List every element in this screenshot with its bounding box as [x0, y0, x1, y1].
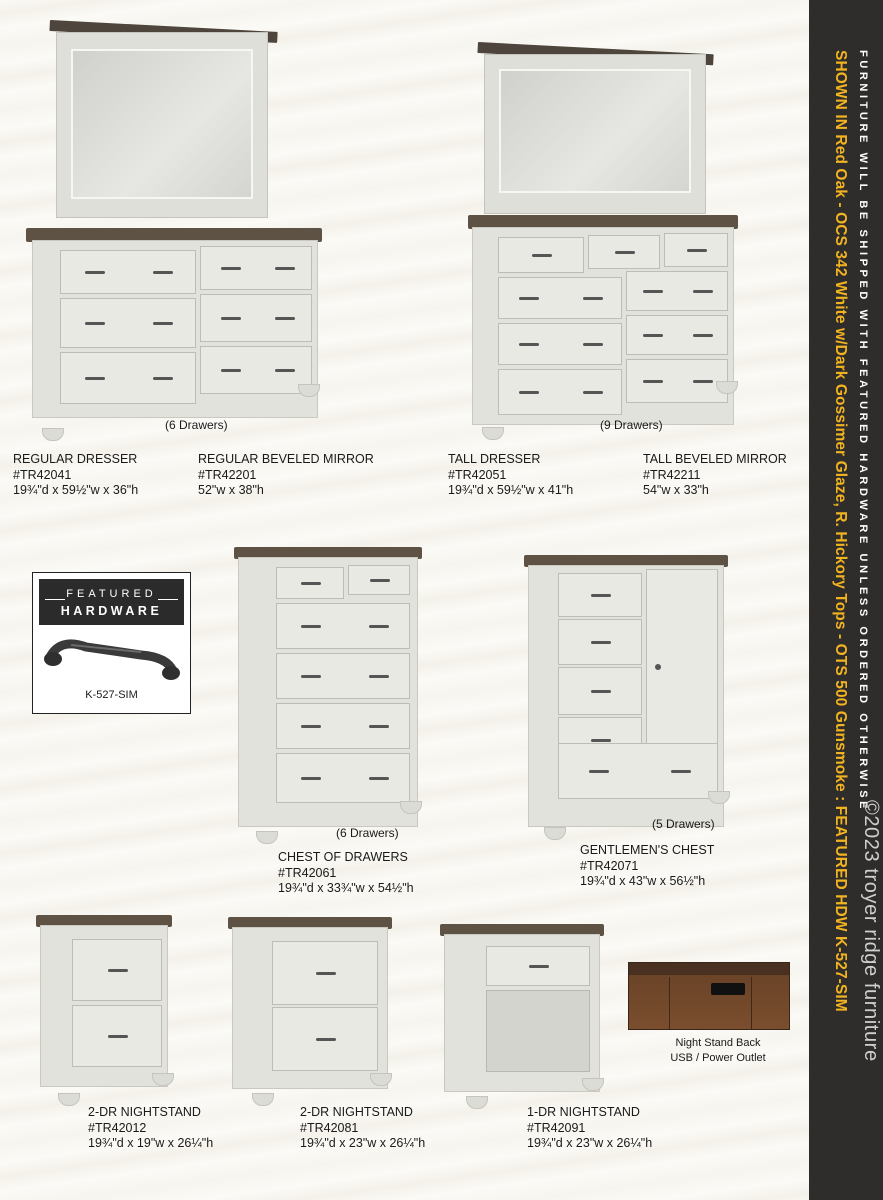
drawer-pull-icon — [591, 739, 611, 742]
drawer-pull-icon — [221, 369, 241, 372]
drawer — [626, 315, 728, 355]
drawer-pull-icon — [369, 625, 389, 628]
drawer-pull-icon — [693, 290, 713, 293]
drawer-pull-icon — [301, 725, 321, 728]
drawer — [60, 352, 196, 404]
drawer — [72, 1005, 162, 1067]
chest-foot — [400, 801, 422, 814]
chest-foot — [256, 831, 278, 844]
product-name: REGULAR BEVELED MIRROR — [198, 452, 374, 466]
shipping-note: FURNITURE WILL BE SHIPPED WITH FEATURED HARDWARE UNLESS ORDERED OTHERWISE — [857, 50, 869, 813]
product-sku: #TR42071 — [580, 858, 639, 873]
product-caption — [527, 1105, 652, 1152]
drawer-pull-icon — [529, 965, 549, 968]
drawer-pull-icon — [301, 625, 321, 628]
drawer-pull-icon — [519, 343, 539, 346]
dresser-foot — [482, 427, 504, 440]
tall-mirror-image — [478, 42, 718, 218]
mirror-glass — [71, 49, 253, 199]
drawer-pull-icon — [108, 1035, 128, 1038]
nightstand-foot — [466, 1096, 488, 1109]
chest-of-drawers-image — [234, 547, 424, 851]
dresser-foot — [716, 381, 738, 394]
regular-mirror-image — [50, 20, 280, 220]
drawer — [498, 323, 622, 365]
drawer-pull-icon — [370, 579, 390, 582]
drawer — [200, 346, 312, 394]
product-name: 2-DR NIGHTSTAND — [88, 1105, 201, 1119]
drawer-pull-icon — [275, 317, 295, 320]
product-name: REGULAR DRESSER — [13, 452, 138, 466]
product-sku: #TR42201 — [198, 467, 257, 482]
product-dimensions: 19¾"d x 33¾"w x 54½"h — [278, 881, 414, 895]
copyright: ©2023 troyer ridge furniture — [860, 800, 882, 1062]
product-caption — [643, 452, 787, 499]
product-name: GENTLEMEN'S CHEST — [580, 843, 715, 857]
product-dimensions: 19¾"d x 59½"w x 36"h — [13, 483, 139, 497]
drawer — [348, 565, 410, 595]
product-caption — [300, 1105, 425, 1152]
product-name: 2-DR NIGHTSTAND — [300, 1105, 413, 1119]
nightstand-foot — [58, 1093, 80, 1106]
chest-foot — [708, 791, 730, 804]
product-dimensions: 19¾"d x 59½"w x 41"h — [448, 483, 574, 497]
product-sku: #TR42012 — [88, 1120, 147, 1135]
drawer-count: (9 Drawers) — [600, 418, 663, 432]
product-name: TALL BEVELED MIRROR — [643, 452, 787, 466]
drawer-pull-icon — [85, 322, 105, 325]
drawer — [626, 271, 728, 311]
drawer-pull-icon — [85, 377, 105, 380]
product-sku: #TR42211 — [643, 467, 701, 482]
nightstand-1dr-image — [440, 924, 606, 1116]
drawer-pull-icon — [275, 369, 295, 372]
drawer-pull-icon — [316, 972, 336, 975]
drawer-pull-icon — [41, 629, 181, 689]
product-name: 1-DR NIGHTSTAND — [527, 1105, 640, 1119]
drawer-pull-icon — [643, 380, 663, 383]
drawer-pull-icon — [532, 254, 552, 257]
drawer — [626, 359, 728, 403]
drawer — [276, 703, 410, 749]
drawer-count: (6 Drawers) — [165, 418, 228, 432]
featured-label: FEATURED — [66, 588, 157, 600]
featured-hardware-box — [32, 572, 191, 714]
drawer — [276, 653, 410, 699]
usb-caption-line2: USB / Power Outlet — [670, 1052, 766, 1064]
drawer-count: (6 Drawers) — [336, 826, 399, 840]
cabinet-door — [646, 569, 718, 745]
product-dimensions: 19¾"d x 19"w x 26¼"h — [88, 1136, 214, 1150]
drawer-pull-icon — [591, 641, 611, 644]
drawer — [60, 298, 196, 348]
drawer-pull-icon — [153, 377, 173, 380]
drawer-pull-icon — [519, 391, 539, 394]
nightstand-back-photo — [628, 962, 790, 1030]
nightstand-foot — [370, 1073, 392, 1086]
gentlemens-chest-image — [524, 555, 730, 845]
drawer — [200, 246, 312, 290]
drawer — [588, 235, 660, 269]
product-dimensions: 19¾"d x 43"w x 56½"h — [580, 874, 706, 888]
divider — [45, 599, 65, 600]
product-caption — [13, 452, 138, 499]
drawer-pull-icon — [693, 380, 713, 383]
drawer-pull-icon — [153, 322, 173, 325]
product-name: TALL DRESSER — [448, 452, 541, 466]
drawer — [272, 1007, 378, 1071]
drawer-pull-icon — [693, 334, 713, 337]
drawer-pull-icon — [153, 271, 173, 274]
product-caption — [278, 850, 414, 897]
nightstand-2dr-image — [228, 917, 394, 1113]
product-dimensions: 52"w x 38"h — [198, 483, 264, 497]
drawer-pull-icon — [301, 675, 321, 678]
dresser-foot — [42, 428, 64, 441]
chest-foot — [544, 827, 566, 840]
product-sku: #TR42081 — [300, 1120, 359, 1135]
drawer-pull-icon — [316, 1038, 336, 1041]
product-dimensions: 19¾"d x 23"w x 26¼"h — [527, 1136, 653, 1150]
sidebar — [809, 0, 883, 1200]
drawer — [272, 941, 378, 1005]
drawer — [200, 294, 312, 342]
product-caption — [448, 452, 573, 499]
drawer-pull-icon — [643, 290, 663, 293]
mirror-glass — [499, 69, 691, 193]
drawer-pull-icon — [301, 777, 321, 780]
product-sku: #TR42051 — [448, 467, 507, 482]
drawer-pull-icon — [369, 777, 389, 780]
drawer-pull-icon — [583, 297, 603, 300]
drawer-pull-icon — [591, 594, 611, 597]
drawer — [558, 667, 642, 715]
regular-dresser-image — [26, 228, 324, 446]
nightstand-foot — [582, 1078, 604, 1091]
nightstand-2dr-image — [36, 915, 176, 1111]
power-outlet-icon — [711, 983, 745, 995]
drawer-pull-icon — [583, 343, 603, 346]
mirror-frame — [484, 54, 706, 214]
divider — [158, 599, 178, 600]
product-sku: #TR42041 — [13, 467, 72, 482]
drawer-count: (5 Drawers) — [652, 817, 715, 831]
panel-groove — [669, 977, 670, 1029]
drawer-pull-icon — [591, 690, 611, 693]
usb-caption-line1: Night Stand Back — [675, 1037, 761, 1049]
drawer-pull-icon — [615, 251, 635, 254]
drawer-pull-icon — [221, 267, 241, 270]
drawer — [276, 753, 410, 803]
drawer-pull-icon — [589, 770, 609, 773]
product-caption — [198, 452, 374, 499]
drawer — [664, 233, 728, 267]
panel-groove — [751, 977, 752, 1029]
drawer — [498, 237, 584, 273]
drawer-pull-icon — [687, 249, 707, 252]
drawer — [60, 250, 196, 294]
drawer — [276, 567, 344, 599]
drawer — [558, 743, 718, 799]
drawer — [558, 619, 642, 665]
drawer-pull-icon — [108, 969, 128, 972]
product-caption — [580, 843, 714, 890]
drawer-pull-icon — [275, 267, 295, 270]
product-dimensions: 54"w x 33"h — [643, 483, 709, 497]
drawer-pull-icon — [583, 391, 603, 394]
product-dimensions: 19¾"d x 23"w x 26¼"h — [300, 1136, 426, 1150]
drawer-pull-icon — [671, 770, 691, 773]
hardware-label: HARDWARE — [60, 604, 163, 618]
drawer-pull-icon — [221, 317, 241, 320]
mirror-frame — [56, 32, 268, 218]
drawer — [498, 277, 622, 319]
usb-caption — [636, 1036, 800, 1066]
drawer — [486, 946, 590, 986]
drawer — [72, 939, 162, 1001]
drawer-pull-icon — [369, 675, 389, 678]
nightstand-foot — [252, 1093, 274, 1106]
open-shelf — [486, 990, 590, 1072]
drawer-pull-icon — [369, 725, 389, 728]
nightstand-foot — [152, 1073, 174, 1086]
tall-dresser-image — [468, 215, 740, 443]
drawer-pull-icon — [85, 271, 105, 274]
product-caption — [88, 1105, 213, 1152]
drawer — [498, 369, 622, 415]
hardware-code: K-527-SIM — [85, 689, 138, 701]
finish-description: SHOWN IN Red Oak - OCS 342 White w/Dark Gossimer Glaze, R. Hickory Tops - OTS 500 Gunsmoke : FEATURED HDW K-527-SIM — [832, 50, 849, 1012]
featured-hardware-header — [39, 579, 184, 625]
drawer — [276, 603, 410, 649]
product-sku: #TR42061 — [278, 865, 337, 880]
drawer-pull-icon — [643, 334, 663, 337]
drawer-pull-icon — [519, 297, 539, 300]
product-name: CHEST OF DRAWERS — [278, 850, 408, 864]
product-sku: #TR42091 — [527, 1120, 586, 1135]
drawer — [558, 573, 642, 617]
drawer-pull-icon — [301, 582, 321, 585]
